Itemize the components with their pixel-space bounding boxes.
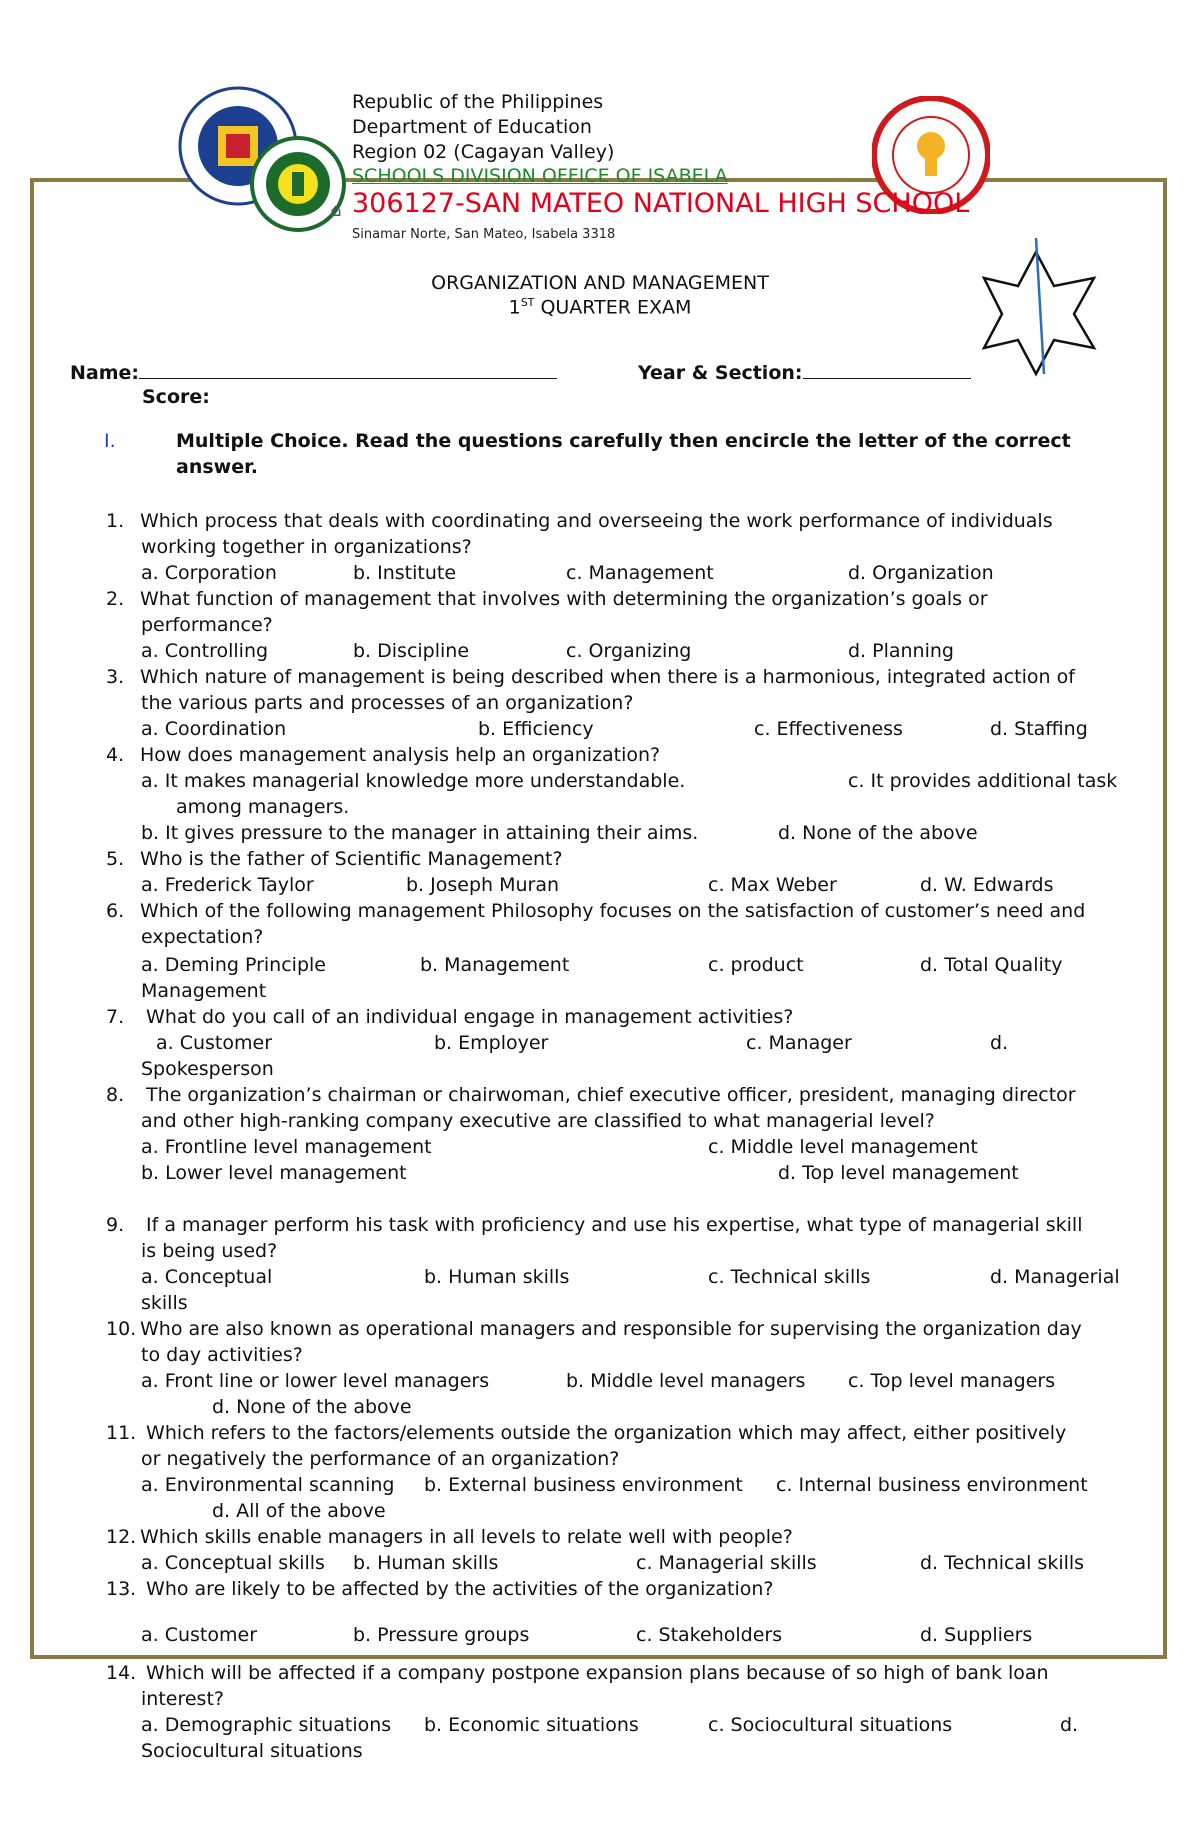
header-republic: Republic of the Philippines [352, 91, 604, 113]
option-6b[interactable]: b. Management [420, 954, 570, 976]
option-5b[interactable]: b. Joseph Muran [406, 874, 560, 896]
header-department: Department of Education [352, 116, 592, 138]
option-13d[interactable]: d. Suppliers [920, 1624, 1033, 1646]
option-7b[interactable]: b. Employer [434, 1032, 549, 1054]
option-9a[interactable]: a. Conceptual [141, 1266, 273, 1288]
option-8a[interactable]: a. Frontline level management [141, 1136, 432, 1158]
option-5a[interactable]: a. Frederick Taylor [141, 874, 314, 896]
question-2 [106, 586, 988, 612]
option-2c[interactable]: c. Organizing [566, 640, 692, 662]
year-section-label: Year & Section: [638, 362, 803, 384]
question-6-cont: expectation? [141, 926, 264, 948]
year-section-field-row [638, 360, 971, 384]
option-1b[interactable]: b. Institute [353, 562, 457, 584]
option-10a[interactable]: a. Front line or lower level managers [141, 1370, 490, 1392]
question-text: Which nature of management is being described when there is a harmonious, integrated action of [140, 666, 1075, 688]
question-number: 10. [106, 1318, 137, 1340]
option-9c[interactable]: c. Technical skills [708, 1266, 871, 1288]
home-icon: ⌂ [330, 200, 342, 221]
question-number: 6. [106, 900, 125, 922]
question-number: 9. [106, 1214, 125, 1236]
question-number: 12. [106, 1526, 137, 1548]
question-text: The organization’s chairman or chairwoman, chief executive officer, president, managing director [140, 1084, 1076, 1106]
school-name: 306127-SAN MATEO NATIONAL HIGH SCHOOL [352, 188, 970, 219]
question-text: How does management analysis help an organization? [140, 744, 661, 766]
section-roman-numeral: I. [104, 430, 116, 452]
question-number: 1. [106, 510, 125, 532]
option-11c[interactable]: c. Internal business environment [776, 1474, 1088, 1496]
question-13 [106, 1576, 774, 1602]
question-number: 11. [106, 1422, 137, 1444]
question-text: Which process that deals with coordinating and overseeing the work performance of individuals [140, 510, 1053, 532]
option-9d[interactable]: d. Managerial [990, 1266, 1120, 1288]
question-text: Which skills enable managers in all levels to relate well with people? [140, 1526, 793, 1548]
question-number: 7. [106, 1006, 125, 1028]
name-field-row [70, 360, 557, 384]
option-7d-cont: Spokesperson [141, 1058, 274, 1080]
header-region: Region 02 (Cagayan Valley) [352, 141, 615, 163]
option-12b[interactable]: b. Human skills [353, 1552, 499, 1574]
year-section-blank[interactable] [803, 360, 971, 379]
question-12 [106, 1524, 793, 1550]
option-8d[interactable]: d. Top level management [778, 1162, 1019, 1184]
option-9b[interactable]: b. Human skills [424, 1266, 570, 1288]
question-text: Who are also known as operational managers and responsible for supervising the organization day [140, 1318, 1082, 1340]
option-7a[interactable]: a. Customer [156, 1032, 273, 1054]
question-4 [106, 742, 660, 768]
option-14b[interactable]: b. Economic situations [424, 1714, 639, 1736]
question-text: Which of the following management Philosophy focuses on the satisfaction of customer’s need and [140, 900, 1086, 922]
option-3d[interactable]: d. Staffing [990, 718, 1088, 740]
question-1-cont: working together in organizations? [141, 536, 472, 558]
option-14d-cont: Sociocultural situations [141, 1740, 363, 1762]
quarter-text: QUARTER EXAM [534, 296, 692, 319]
section-instruction-line2: answer. [176, 456, 258, 478]
question-1 [106, 508, 1053, 534]
question-text: What do you call of an individual engage in management activities? [140, 1006, 794, 1028]
question-11-cont: or negatively the performance of an organization? [141, 1448, 620, 1470]
option-4c-cont: among managers. [176, 796, 350, 818]
option-6d-cont: Management [141, 980, 267, 1002]
option-9d-cont: skills [141, 1292, 188, 1314]
option-12d[interactable]: d. Technical skills [920, 1552, 1085, 1574]
option-1c[interactable]: c. Management [566, 562, 714, 584]
option-7c[interactable]: c. Manager [746, 1032, 852, 1054]
option-4d[interactable]: d. None of the above [778, 822, 978, 844]
question-text: If a manager perform his task with proficiency and use his expertise, what type of managerial skill [140, 1214, 1083, 1236]
section-instruction-line1: Multiple Choice. Read the questions carefully then encircle the letter of the correct [176, 430, 1071, 452]
quarter-superscript: ST [520, 296, 535, 309]
option-3b[interactable]: b. Efficiency [478, 718, 594, 740]
option-14a[interactable]: a. Demographic situations [141, 1714, 392, 1736]
question-number: 8. [106, 1084, 125, 1106]
question-text: Which refers to the factors/elements outside the organization which may affect, either positively [140, 1422, 1067, 1444]
question-3-cont: the various parts and processes of an organization? [141, 692, 634, 714]
question-9-cont: is being used? [141, 1240, 278, 1262]
option-1d[interactable]: d. Organization [848, 562, 994, 584]
option-13b[interactable]: b. Pressure groups [353, 1624, 530, 1646]
option-2d[interactable]: d. Planning [848, 640, 954, 662]
question-6 [106, 898, 1085, 924]
option-6c[interactable]: c. product [708, 954, 804, 976]
name-label: Name: [70, 362, 140, 384]
option-3c[interactable]: c. Effectiveness [754, 718, 903, 740]
option-4a[interactable]: a. It makes managerial knowledge more understandable. [141, 770, 686, 792]
question-text: Which will be affected if a company postpone expansion plans because of so high of bank loan [140, 1662, 1049, 1684]
quarter-number: 1 [508, 296, 521, 319]
question-11 [106, 1420, 1066, 1446]
question-2-cont: performance? [141, 614, 273, 636]
question-text: What function of management that involves with determining the organization’s goals or [140, 588, 988, 610]
question-7 [106, 1004, 793, 1030]
question-5 [106, 846, 563, 872]
question-10 [106, 1316, 1082, 1342]
question-number: 3. [106, 666, 125, 688]
option-1a[interactable]: a. Corporation [141, 562, 277, 584]
exam-quarter-title [0, 296, 1200, 318]
question-10-cont: to day activities? [141, 1344, 303, 1366]
option-14c[interactable]: c. Sociocultural situations [708, 1714, 953, 1736]
option-10c[interactable]: c. Top level managers [848, 1370, 1056, 1392]
option-2b[interactable]: b. Discipline [353, 640, 470, 662]
option-13c[interactable]: c. Stakeholders [636, 1624, 783, 1646]
option-7d[interactable]: d. [990, 1032, 1009, 1054]
option-10d[interactable]: d. None of the above [212, 1396, 412, 1418]
option-6d[interactable]: d. Total Quality [920, 954, 1063, 976]
option-4c[interactable]: c. It provides additional task [848, 770, 1118, 792]
option-10b[interactable]: b. Middle level managers [566, 1370, 806, 1392]
option-12a[interactable]: a. Conceptual skills [141, 1552, 325, 1574]
option-13a[interactable]: a. Customer [141, 1624, 258, 1646]
question-8 [106, 1082, 1076, 1108]
option-3a[interactable]: a. Coordination [141, 718, 287, 740]
question-number: 2. [106, 588, 125, 610]
exam-subject-title: ORGANIZATION AND MANAGEMENT [431, 272, 769, 294]
header-division: SCHOOLS DIVISION OFFICE OF ISABELA [352, 165, 728, 187]
option-14d[interactable]: d. [1060, 1714, 1079, 1736]
school-address: Sinamar Norte, San Mateo, Isabela 3318 [352, 227, 616, 242]
option-11b[interactable]: b. External business environment [424, 1474, 743, 1496]
option-8c[interactable]: c. Middle level management [708, 1136, 978, 1158]
option-5d[interactable]: d. W. Edwards [920, 874, 1054, 896]
question-8-cont: and other high-ranking company executive are classified to what managerial level? [141, 1110, 935, 1132]
option-6a[interactable]: a. Deming Principle [141, 954, 326, 976]
option-4b[interactable]: b. It gives pressure to the manager in attaining their aims. [141, 822, 699, 844]
option-2a[interactable]: a. Controlling [141, 640, 269, 662]
question-14-cont: interest? [141, 1688, 224, 1710]
option-11d[interactable]: d. All of the above [212, 1500, 386, 1522]
option-12c[interactable]: c. Managerial skills [636, 1552, 817, 1574]
name-blank[interactable] [139, 360, 557, 379]
question-number: 5. [106, 848, 125, 870]
score-label: Score: [142, 386, 210, 408]
option-11a[interactable]: a. Environmental scanning [141, 1474, 395, 1496]
question-text: Who are likely to be affected by the activities of the organization? [140, 1578, 774, 1600]
option-8b[interactable]: b. Lower level management [141, 1162, 407, 1184]
question-text: Who is the father of Scientific Management? [140, 848, 563, 870]
option-5c[interactable]: c. Max Weber [708, 874, 837, 896]
question-number: 4. [106, 744, 125, 766]
question-14 [106, 1660, 1049, 1686]
question-9 [106, 1212, 1082, 1238]
question-number: 13. [106, 1578, 137, 1600]
question-3 [106, 664, 1075, 690]
question-number: 14. [106, 1662, 137, 1684]
